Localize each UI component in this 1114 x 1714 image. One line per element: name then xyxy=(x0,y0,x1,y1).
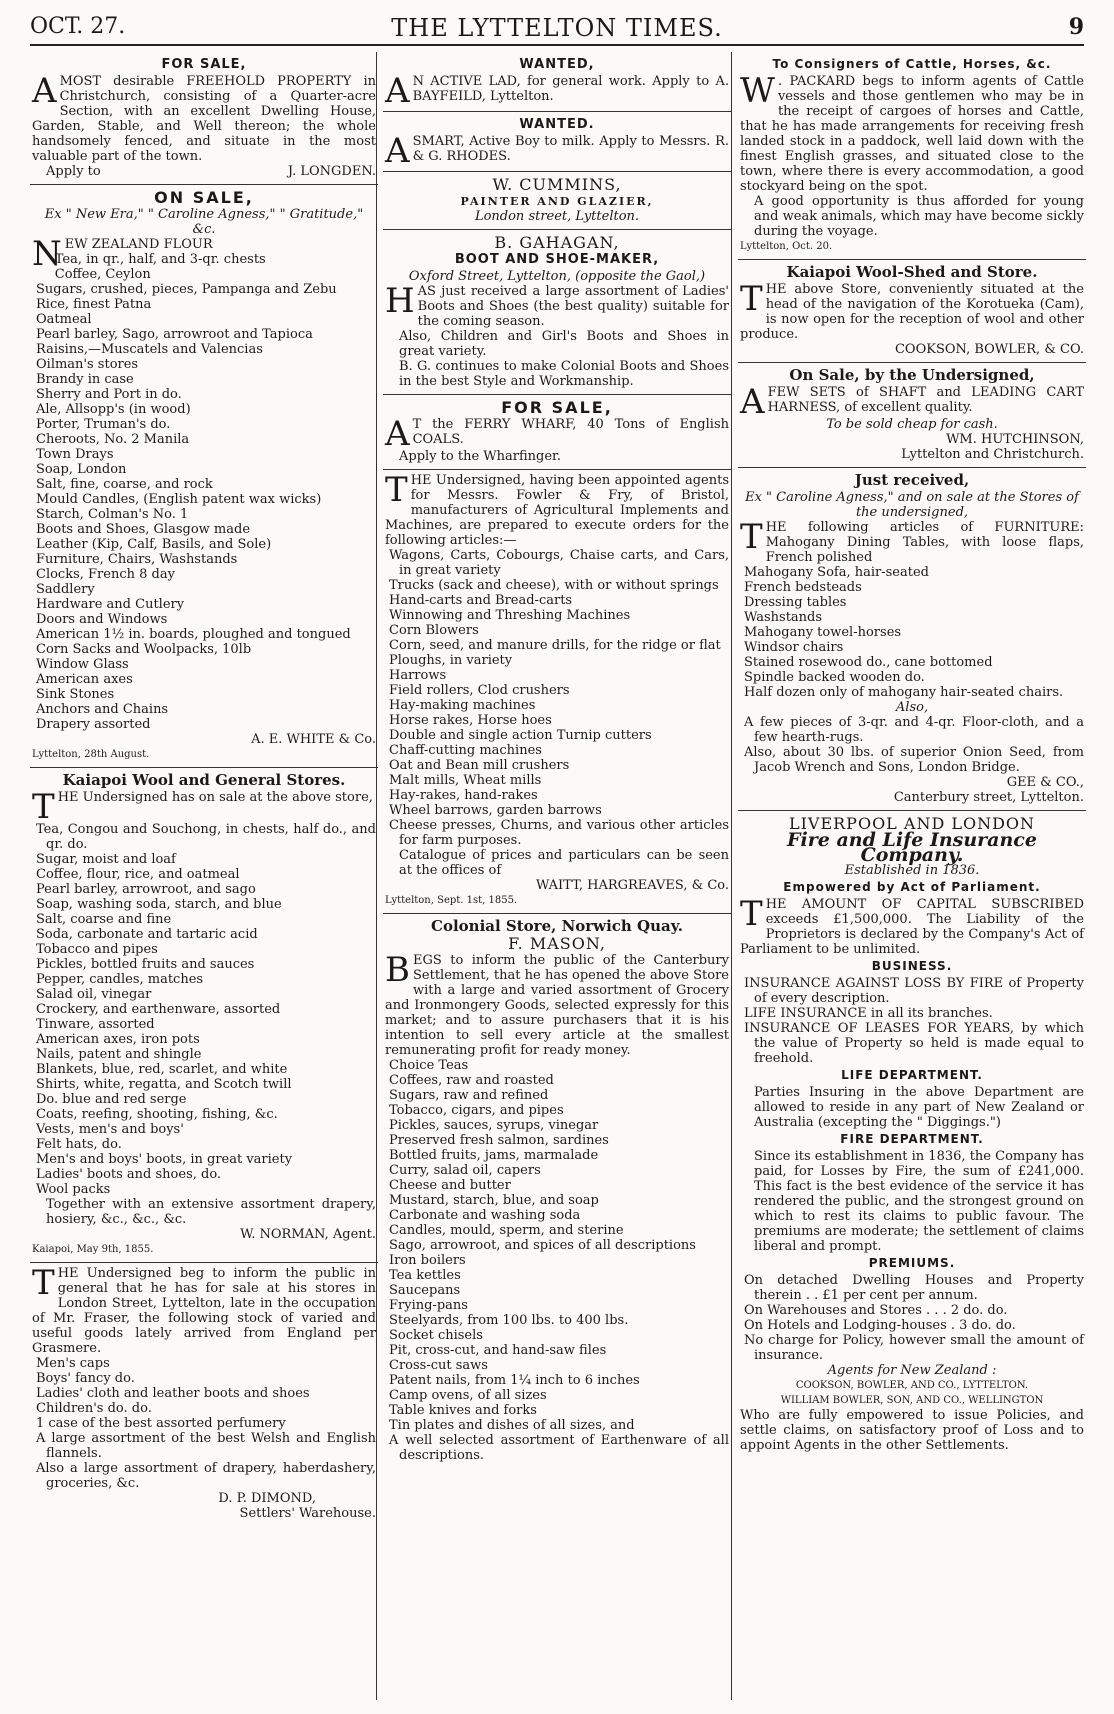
column-3 xyxy=(738,52,1086,1458)
ad-paragraph: Also, Children and Girl's Boots and Shoes in great variety. xyxy=(399,329,729,359)
list-item: Saucepans xyxy=(389,1283,461,1298)
ad-heading: LIVERPOOL AND LONDON xyxy=(788,814,1036,833)
list-item: Corn Sacks and Woolpacks, 10lb xyxy=(36,642,252,657)
ad-first-line: HE following articles of FURNITURE: Mahogany Dining Tables, with loose flaps, French polished xyxy=(765,520,1084,565)
goods-list xyxy=(740,565,1084,700)
list-item: On Hotels and Lodging-houses . 3 do. do. xyxy=(744,1318,1016,1333)
list-item: Sugars, crushed, pieces, Pampanga and Zebu xyxy=(36,282,337,297)
list-item: Malt mills, Wheat mills xyxy=(389,773,542,788)
list-item: Iron boilers xyxy=(389,1253,466,1268)
established: Established in 1836. xyxy=(844,863,980,878)
column-2 xyxy=(383,52,731,1468)
list-item: Choice Teas xyxy=(389,1058,469,1073)
issue-date: OCT. 27. xyxy=(30,14,126,39)
list-item: Doors and Windows xyxy=(36,612,168,627)
list-item: Boots and Shoes, Glasgow made xyxy=(36,522,251,537)
ad-insurance xyxy=(738,811,1086,1458)
list-item: Patent nails, from 1¼ inch to 6 inches xyxy=(389,1373,640,1388)
ad-dimond-warehouse xyxy=(30,1263,378,1526)
list-item: Windsor chairs xyxy=(744,640,844,655)
ad-subheading: Ex " New Era," " Caroline Agness," " Gratitude," &c. xyxy=(44,207,364,237)
ad-first-line: HE Undersigned, having been appointed agents for Messrs. Fowler & Fry, of Bristol, manufacturers of Agricultural Implements and Machines, are prepared to execute orders for the following articles:— xyxy=(385,473,729,548)
ad-first-line: EW ZEALAND FLOUR xyxy=(64,237,213,252)
list-item: Bottled fruits, jams, marmalade xyxy=(389,1148,599,1163)
list-item: Shirts, white, regatta, and Scotch twill xyxy=(36,1077,292,1092)
list-item: LIFE INSURANCE in all its branches. xyxy=(744,1006,993,1021)
goods-list xyxy=(32,1356,376,1491)
list-item: Crockery, and earthenware, assorted xyxy=(36,1002,281,1017)
list-item: Mustard, starch, blue, and soap xyxy=(389,1193,599,1208)
list-item: Candles, mould, sperm, and sterine xyxy=(389,1223,624,1238)
ad-signature: D. P. DIMOND, xyxy=(218,1491,316,1506)
list-item: Chaff-cutting machines xyxy=(389,743,542,758)
ad-signature-2: Lyttelton and Christchurch. xyxy=(901,447,1084,462)
list-item: Dressing tables xyxy=(744,595,847,610)
list-item: Tobacco, cigars, and pipes xyxy=(389,1103,564,1118)
list-item: Salad oil, vinegar xyxy=(36,987,152,1002)
list-item: Trucks (sack and cheese), with or without springs xyxy=(389,578,719,593)
list-item: Oat and Bean mill crushers xyxy=(389,758,570,773)
ad-closing: Together with an extensive assortment drapery, hosiery, &c., &c., &c. xyxy=(46,1197,376,1227)
list-item: Porter, Truman's do. xyxy=(36,417,171,432)
list-item: Pepper, candles, matches xyxy=(36,972,204,987)
list-item: Ploughs, in variety xyxy=(389,653,513,668)
list-item: Pickles, bottled fruits and sauces xyxy=(36,957,255,972)
list-item: Preserved fresh salmon, sardines xyxy=(389,1133,609,1148)
list-item: Tin plates and dishes of all sizes, and xyxy=(389,1418,635,1433)
goods-list xyxy=(740,715,1084,775)
ad-body: HE AMOUNT OF CAPITAL SUBSCRIBED exceeds £1,500,000. The Liability of the Proprietors is declared by the Company's Act of Parliament to be unlimited. xyxy=(740,897,1084,957)
list-item: French bedsteads xyxy=(744,580,862,595)
column-rule xyxy=(731,52,732,1700)
ad-subheading: Ex " Caroline Agness," and on sale at the Stores of the undersigned, xyxy=(745,490,1079,520)
ad-name: W. CUMMINS, xyxy=(492,175,622,194)
drop-cap: N xyxy=(32,234,62,274)
list-item: Cheese and butter xyxy=(389,1178,511,1193)
drop-cap: A xyxy=(385,131,410,171)
drop-cap: T xyxy=(32,787,55,827)
ad-on-sale-flour xyxy=(30,185,378,768)
ad-paragraph: Catalogue of prices and particulars can be seen at the offices of xyxy=(399,848,729,878)
drop-cap: A xyxy=(32,71,57,111)
ad-date: Kaiapoi, May 9th, 1855. xyxy=(32,1244,154,1255)
list-item: Winnowing and Threshing Machines xyxy=(389,608,631,623)
list-item: Sago, arrowroot, and spices of all descriptions xyxy=(389,1238,696,1253)
drop-cap: T xyxy=(740,894,763,934)
ad-body: N ACTIVE LAD, for general work. Apply to A. BAYFEILD, Lyttelton. xyxy=(412,74,729,104)
list-item: Steelyards, from 100 lbs. to 400 lbs. xyxy=(389,1313,629,1328)
ad-signature: A. E. WHITE & Co. xyxy=(251,732,376,747)
ad-body: FEW SETS of SHAFT and LEADING CART HARNESS, of excellent quality. xyxy=(767,385,1084,415)
list-item: Curry, salad oil, capers xyxy=(389,1163,541,1178)
list-item: Children's do. do. xyxy=(36,1401,152,1416)
list-item: No charge for Policy, however small the amount of insurance. xyxy=(744,1333,1084,1363)
drop-cap: W xyxy=(740,71,775,111)
ad-paragraph: Parties Insuring in the above Department are allowed to reside in any part of New Zealand or Australia (excepting the " Diggings.") xyxy=(754,1085,1084,1130)
ad-first-line: EGS to inform the public of the Canterbury Settlement, that he has opened the above Store with a large and varied assortment of Grocery and Ironmongery Goods, selected expressly for this market; and to assure purchasers that it is his intention to sell every article at the smallest remunerating profit for ready money. xyxy=(385,953,729,1058)
ad-subheading: To be sold cheap for cash. xyxy=(826,417,998,432)
ad-signature: WAITT, HARGREAVES, & Co. xyxy=(535,878,729,893)
list-item: Brandy in case xyxy=(36,372,134,387)
ad-name: B. GAHAGAN, xyxy=(494,233,620,252)
list-item: Mahogany Sofa, hair-seated xyxy=(744,565,929,580)
list-item: Salt, coarse and fine xyxy=(36,912,172,927)
section-fire: FIRE DEPARTMENT. xyxy=(840,1132,984,1146)
list-item: Men's and boys' boots, in great variety xyxy=(36,1152,293,1167)
ad-address: London street, Lyttelton. xyxy=(474,209,640,224)
list-item: American 1½ in. boards, ploughed and tongued xyxy=(36,627,351,642)
list-item: Coffees, raw and roasted xyxy=(389,1073,554,1088)
ad-signature: COOKSON, BOWLER, & CO. xyxy=(894,342,1084,357)
list-item: Wagons, Carts, Cobourgs, Chaise carts, and Cars, in great variety xyxy=(389,548,729,578)
ad-agricultural-implements xyxy=(383,470,731,914)
list-item: Felt hats, do. xyxy=(36,1137,122,1152)
list-item: Anchors and Chains xyxy=(36,702,169,717)
ad-freehold-for-sale xyxy=(30,52,378,185)
ad-body: T the FERRY WHARF, 40 Tons of English COALS. xyxy=(412,417,729,447)
list-item: Cross-cut saws xyxy=(389,1358,488,1373)
ad-heading: WANTED, xyxy=(519,57,595,72)
list-item: Town Drays xyxy=(36,447,114,462)
ad-paragraph: B. G. continues to make Colonial Boots and Shoes in the best Style and Workmanship. xyxy=(399,359,729,389)
list-item: Clocks, French 8 day xyxy=(36,567,175,582)
list-item: Saddlery xyxy=(36,582,95,597)
newspaper-title: THE LYTTELTON TIMES. xyxy=(391,14,723,42)
ad-date: Lyttelton, Oct. 20. xyxy=(740,241,833,252)
list-item: Coffee, Ceylon xyxy=(54,267,151,282)
agent-1: COOKSON, BOWLER, AND CO., LYTTELTON. xyxy=(795,1380,1029,1391)
business-list xyxy=(740,976,1084,1066)
ad-heading: Kaiapoi Wool and General Stores. xyxy=(62,771,346,789)
list-item: Spindle backed wooden do. xyxy=(744,670,925,685)
list-item: Leather (Kip, Calf, Basils, and Sole) xyxy=(36,537,272,552)
ad-body: MOST desirable FREEHOLD PROPERTY in Christchurch, consisting of a Quarter-acre Section, with an excellent Dwelling House, Garden, Stable, and Well thereon; the whole handsomely fenced, and situate in the most valuable part of the town. xyxy=(32,74,376,164)
ad-coals-for-sale xyxy=(383,395,731,470)
list-item: Men's caps xyxy=(36,1356,110,1371)
ad-heading: To Consigners of Cattle, Horses, &c. xyxy=(772,57,1052,71)
list-item: Soap, washing soda, starch, and blue xyxy=(36,897,282,912)
list-item: Double and single action Turnip cutters xyxy=(389,728,652,743)
list-item: INSURANCE OF LEASES FOR YEARS, by which the value of Property so held is made equal to freehold. xyxy=(744,1021,1084,1066)
ad-signature: WM. HUTCHINSON, xyxy=(946,432,1084,447)
list-item: Soap, London xyxy=(36,462,127,477)
empowered: Empowered by Act of Parliament. xyxy=(783,880,1041,894)
list-item: Tinware, assorted xyxy=(36,1017,155,1032)
agent-2: WILLIAM BOWLER, SON, AND CO., WELLINGTON xyxy=(780,1395,1044,1406)
ad-signature-2: Settlers' Warehouse. xyxy=(239,1506,376,1521)
ad-first-line: HE Undersigned has on sale at the above store, xyxy=(57,790,373,805)
ad-packard xyxy=(738,52,1086,260)
ad-wool-shed xyxy=(738,260,1086,363)
company-name: Fire and Life Insurance Company. xyxy=(787,829,1037,866)
drop-cap: T xyxy=(32,1263,55,1303)
ad-trade: BOOT AND SHOE-MAKER, xyxy=(454,252,660,267)
ad-trade: PAINTER AND GLAZIER, xyxy=(460,195,654,208)
ad-heading: Kaiapoi Wool-Shed and Store. xyxy=(786,263,1038,281)
list-item: Pickles, sauces, syrups, vinegar xyxy=(389,1118,599,1133)
list-item: Furniture, Chairs, Washstands xyxy=(36,552,238,567)
ad-body: . PACKARD begs to inform agents of Cattle vessels and those gentlemen who may be in the receipt of cargoes of horses and Cattle, that he has made arrangements for receiving fresh landed stock in a paddock, well laid down with the finest English grasses, and situated close to the town, where there is every accommodation, a good stockyard being on the spot. xyxy=(740,74,1084,194)
ad-heading: Colonial Store, Norwich Quay. xyxy=(431,917,683,935)
drop-cap: B xyxy=(385,950,410,990)
list-item: Oatmeal xyxy=(36,312,92,327)
list-item: Tobacco and pipes xyxy=(36,942,158,957)
ad-heading: On Sale, by the Undersigned, xyxy=(789,366,1035,384)
masthead xyxy=(30,8,1084,46)
ad-furniture xyxy=(738,468,1086,811)
list-item: Also a large assortment of drapery, haberdashery, groceries, &c. xyxy=(36,1461,376,1491)
goods-list xyxy=(32,252,376,732)
ad-name: F. MASON, xyxy=(508,934,606,953)
list-item: Oilman's stores xyxy=(36,357,139,372)
list-item: Sugars, raw and refined xyxy=(389,1088,549,1103)
ad-body: AS just received a large assortment of Ladies' Boots and Shoes (the best quality) suitable for the coming season. xyxy=(417,284,729,329)
column-1 xyxy=(30,52,378,1526)
list-item: Harrows xyxy=(389,668,447,683)
list-item: A few pieces of 3-qr. and 4-qr. Floor-cloth, and a few hearth-rugs. xyxy=(744,715,1084,745)
list-item: Rice, finest Patna xyxy=(36,297,152,312)
list-item: Wheel barrows, garden barrows xyxy=(389,803,602,818)
ad-heading: FOR SALE, xyxy=(501,398,613,417)
ad-also: Also, xyxy=(895,700,929,715)
list-item: Coffee, flour, rice, and oatmeal xyxy=(36,867,240,882)
list-item: American axes, iron pots xyxy=(36,1032,200,1047)
list-item: Mould Candles, (English patent wax wicks) xyxy=(36,492,322,507)
list-item: 1 case of the best assorted perfumery xyxy=(36,1416,286,1431)
ad-date: Lyttelton, Sept. 1st, 1855. xyxy=(385,895,518,906)
list-item: Camp ovens, of all sizes xyxy=(389,1388,547,1403)
section-business: BUSINESS. xyxy=(871,959,953,973)
list-item: Also, about 30 lbs. of superior Onion Seed, from Jacob Wrench and Sons, London Bridge. xyxy=(744,745,1084,775)
list-item: Hardware and Cutlery xyxy=(36,597,185,612)
list-item: On Warehouses and Stores . . . 2 do. do. xyxy=(744,1303,1008,1318)
list-item: Window Glass xyxy=(36,657,129,672)
list-item: A large assortment of the best Welsh and English flannels. xyxy=(36,1431,376,1461)
list-item: Ale, Allsopp's (in wood) xyxy=(36,402,191,417)
section-life: LIFE DEPARTMENT. xyxy=(841,1068,983,1082)
list-item: Nails, patent and shingle xyxy=(36,1047,202,1062)
ad-date: Lyttelton, 28th August. xyxy=(32,749,150,760)
list-item: Cheese presses, Churns, and various other articles for farm purposes. xyxy=(389,818,729,848)
list-item: Pearl barley, Sago, arrowroot and Tapioca xyxy=(36,327,313,342)
list-item: Stained rosewood do., cane bottomed xyxy=(744,655,993,670)
list-item: Corn, seed, and manure drills, for the ridge or flat xyxy=(389,638,721,653)
goods-list xyxy=(32,822,376,1197)
ad-gahagan xyxy=(383,230,731,395)
list-item: Do. blue and red serge xyxy=(36,1092,187,1107)
list-item: Hand-carts and Bread-carts xyxy=(389,593,573,608)
list-item: Salt, fine, coarse, and rock xyxy=(36,477,213,492)
list-item: Soda, carbonate and tartaric acid xyxy=(36,927,258,942)
list-item: Washstands xyxy=(744,610,823,625)
ad-apply: Apply to the Wharfinger. xyxy=(399,449,561,464)
list-item: Frying-pans xyxy=(389,1298,468,1313)
ad-signature-2: Canterbury street, Lyttelton. xyxy=(893,790,1084,805)
list-item: Sink Stones xyxy=(36,687,115,702)
ad-heading: WANTED. xyxy=(519,117,595,132)
ad-heading: FOR SALE, xyxy=(161,57,247,72)
agents-heading: Agents for New Zealand : xyxy=(827,1363,997,1378)
drop-cap: A xyxy=(385,414,410,454)
list-item: Cheroots, No. 2 Manila xyxy=(36,432,190,447)
list-item: Field rollers, Clod crushers xyxy=(389,683,570,698)
list-item: Tea, Congou and Souchong, in chests, half do., and qr. do. xyxy=(36,822,376,852)
list-item: INSURANCE AGAINST LOSS BY FIRE of Property of every description. xyxy=(744,976,1084,1006)
ad-closing: Who are fully empowered to issue Policies, and settle claims, on satisfactory proof of Loss and to appoint Agents in the other Settlements. xyxy=(740,1408,1084,1453)
list-item: Pearl barley, arrowroot, and sago xyxy=(36,882,256,897)
ad-first-line: HE Undersigned beg to inform the public in general that he has for sale at his stores in London Street, Lyttelton, late in the occupation of Mr. Fraser, the following stock of varied and useful goods lately arrived from England per Grasmere. xyxy=(32,1266,376,1356)
list-item: Tea, in qr., half, and 3-qr. chests xyxy=(54,252,266,267)
list-item: Sugar, moist and loaf xyxy=(36,852,176,867)
ad-cummins xyxy=(383,172,731,230)
list-item: Wool packs xyxy=(36,1182,111,1197)
list-item: Raisins,—Muscatels and Valencias xyxy=(36,342,263,357)
ad-paragraph: Since its establishment in 1836, the Company has paid, for Losses by Fire, the sum of £241,000. This fact is the best evidence of the service it has rendered the public, and the strongest ground on which to rest its claims to public favour. The premiums are moderate; the settlement of claims liberal and prompt. xyxy=(754,1149,1084,1254)
drop-cap: A xyxy=(385,71,410,111)
list-item: On detached Dwelling Houses and Property therein . . £1 per cent per annum. xyxy=(744,1273,1084,1303)
list-item: Vests, men's and boys' xyxy=(36,1122,184,1137)
list-item: A well selected assortment of Earthenware of all descriptions. xyxy=(389,1433,729,1463)
drop-cap: H xyxy=(385,281,415,321)
ad-apply: Apply to xyxy=(46,164,101,179)
goods-list xyxy=(385,548,729,848)
list-item: Mahogany towel-horses xyxy=(744,625,902,640)
ad-signature: J. LONGDEN. xyxy=(287,164,376,179)
ad-heading: ON SALE, xyxy=(154,188,254,207)
list-item: Corn Blowers xyxy=(389,623,479,638)
list-item: Hay-making machines xyxy=(389,698,536,713)
list-item: Ladies' boots and shoes, do. xyxy=(36,1167,222,1182)
ad-wanted-lad xyxy=(383,52,731,112)
list-item: Drapery assorted xyxy=(36,717,151,732)
ad-wanted-boy xyxy=(383,112,731,172)
list-item: Table knives and forks xyxy=(389,1403,537,1418)
list-item: Carbonate and washing soda xyxy=(389,1208,581,1223)
list-item: Boys' fancy do. xyxy=(36,1371,135,1386)
goods-list xyxy=(385,1058,729,1463)
ad-signature: GEE & CO., xyxy=(1006,775,1084,790)
ad-kaiapoi-stores xyxy=(30,768,378,1263)
list-item: Tea kettles xyxy=(389,1268,461,1283)
drop-cap: T xyxy=(740,517,763,557)
ad-signature: W. NORMAN, Agent. xyxy=(240,1227,376,1242)
section-premiums: PREMIUMS. xyxy=(868,1256,956,1270)
list-item: Starch, Colman's No. 1 xyxy=(36,507,189,522)
drop-cap: T xyxy=(385,470,408,510)
list-item: Pit, cross-cut, and hand-saw files xyxy=(389,1343,607,1358)
drop-cap: A xyxy=(740,382,765,422)
premiums-list xyxy=(740,1273,1084,1363)
ad-body: HE above Store, conveniently situated at the head of the navigation of the Korotueka (Cam), is now open for the reception of wool and other produce. xyxy=(740,282,1084,342)
ad-heading: Just received, xyxy=(854,471,970,489)
list-item: American axes xyxy=(36,672,133,687)
list-item: Socket chisels xyxy=(389,1328,483,1343)
ad-address: Oxford Street, Lyttelton, (opposite the Gaol,) xyxy=(408,269,706,284)
list-item: Ladies' cloth and leather boots and shoes xyxy=(36,1386,310,1401)
drop-cap: T xyxy=(740,279,763,319)
list-item: Hay-rakes, hand-rakes xyxy=(389,788,538,803)
ad-harness xyxy=(738,363,1086,468)
list-item: Blankets, blue, red, scarlet, and white xyxy=(36,1062,288,1077)
list-item: Sherry and Port in do. xyxy=(36,387,182,402)
page-number: 9 xyxy=(1068,14,1084,40)
list-item: Half dozen only of mahogany hair-seated chairs. xyxy=(744,685,1064,700)
list-item: Coats, reefing, shooting, fishing, &c. xyxy=(36,1107,278,1122)
ad-body: SMART, Active Boy to milk. Apply to Messrs. R. & G. RHODES. xyxy=(412,134,729,164)
list-item: Horse rakes, Horse hoes xyxy=(389,713,552,728)
ad-paragraph: A good opportunity is thus afforded for young and weak animals, which may have become sickly during the voyage. xyxy=(754,194,1084,239)
ad-colonial-store xyxy=(383,914,731,1468)
